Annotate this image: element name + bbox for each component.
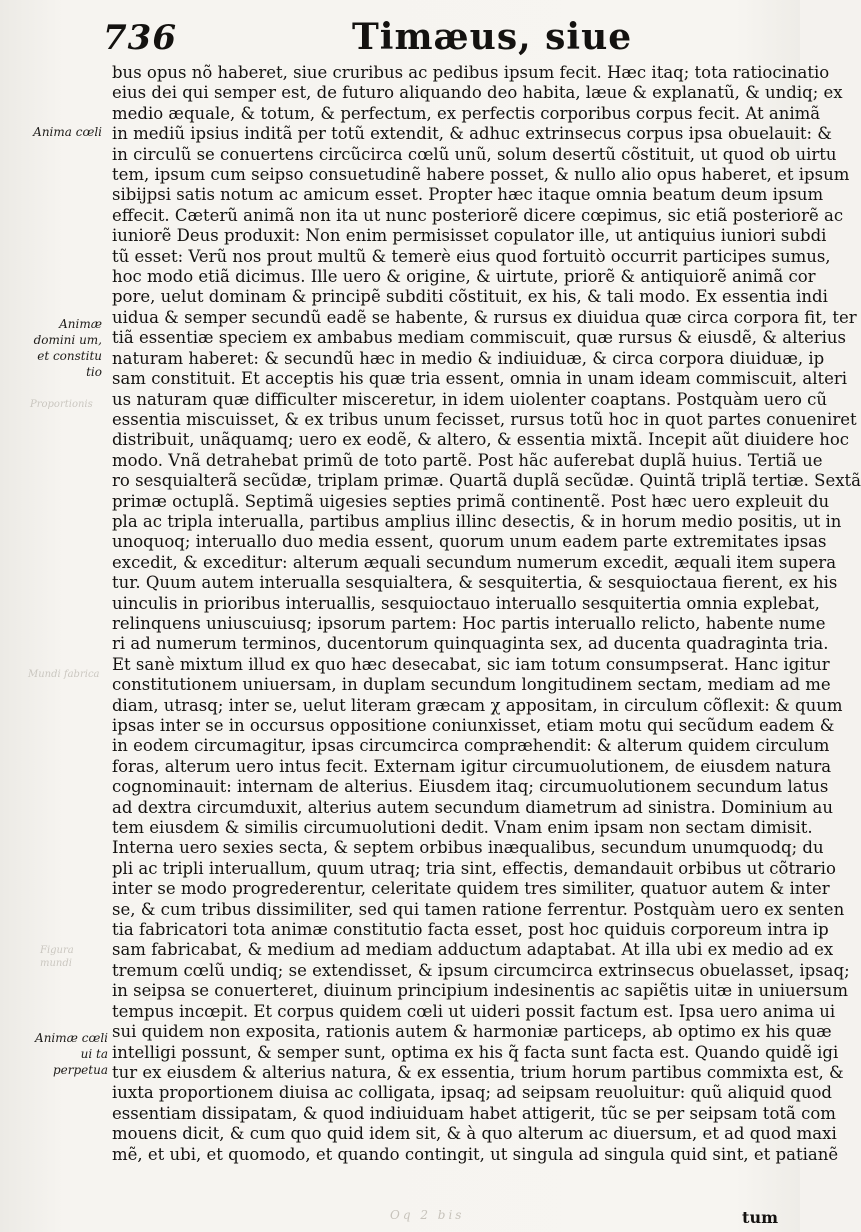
text-line: ad dextra circumduxit, alterius autem secundum diametrum ad sinistra. Dominium au (112, 797, 833, 817)
text-line: inter se modo progrederentur, celeritate quidem tres similiter, quatuor autem & inter (112, 879, 830, 899)
page-number: 736 (103, 18, 177, 58)
text-line: modo. Vnã detrahebat primũ de toto partẽ. Post hãc auferebat duplã huius. Tertiã ue (112, 450, 823, 470)
text-line: iuniorẽ Deus produxit: Non enim permisisset copulator ille, ut antiquius iuniori subdi (112, 226, 827, 246)
text-line: diam, utrasq; inter se, uelut literam græcam χ appositam, in circulum cõflexit: & quum (112, 695, 843, 715)
text-line: tem, ipsum cum seipso consuetudinẽ habere posset, & nullo alio opus haberet, et ipsum (112, 165, 850, 185)
text-line: sui quidem non exposita, rationis autem & harmoniæ particeps, ab optimo ex his quæ (112, 1022, 832, 1042)
running-head: Timæus, siue (352, 16, 633, 58)
text-line: bus opus nõ haberet, siue cruribus ac pedibus ipsum fecit. Hæc itaq; tota ratiocinatio (112, 63, 830, 82)
text-line: unoquoq; interuallo duo media essent, quorum unum eadem parte extremitates ipsas (112, 532, 827, 552)
catchword: tum (742, 1208, 778, 1227)
text-line: Interna uero sexies secta, & septem orbibus inæqualibus, secundum unumquodq; du (112, 838, 824, 858)
text-line: primæ octuplã. Septimã uigesies septies primã continentẽ. Post hæc uero expleuit du (112, 491, 830, 511)
text-line: mẽ, et ubi, et quomodo, et quando contingit, ut singula ad singula quid sint, et patianẽ (112, 1144, 839, 1164)
text-line: tia fabricatori tota animæ constitutio facta esset, post hoc quiduis corporeum intra ip (112, 920, 829, 940)
text-line: tremum cœlũ undiq; se extendisset, & ipsum circumcirca extrinsecus obuelasset, ipsaq; (112, 960, 850, 980)
text-line: tiã essentiæ speciem ex ambabus mediam commiscuit, quæ rursus & eiusdẽ, & alterius (112, 328, 847, 348)
bleed-through-note: Figura mundi (40, 945, 74, 969)
text-line: pla ac tripla interualla, partibus amplius illinc desectis, & in horum medio positis, ut in (112, 511, 842, 531)
text-line: hoc modo etiã dicimus. Ille uero & origine, & uirtute, priorẽ & antiquiorẽ animã cor (112, 267, 816, 287)
text-line: eius dei qui semper est, de futuro aliquando deo habita, læue & explanatũ, & undiq; ex (112, 83, 843, 103)
text-line: Et sanè mixtum illud ex quo hæc desecabat, sic iam totum consumpserat. Hanc igitur (112, 654, 830, 674)
text-line: naturam haberet: & secundũ hæc in medio & indiuiduæ, & circa corpora diuiduæ, ip (112, 348, 825, 368)
text-line: effecit. Cæterũ animã non ita ut nunc posteriorẽ dicere cœpimus, sic etiã posteriorẽ ac (112, 205, 844, 225)
text-line: foras, alterum uero intus fecit. Externam igitur circumuolutionem, de eiusdem natura (112, 756, 832, 776)
text-line: ro sesquialterã secũdæ, triplam primæ. Quartã duplã secũdæ. Quintã triplã tertiæ. Sextã (112, 471, 861, 491)
text-line: iuxta proportionem diuisa ac colligata, ipsaq; ad seipsam reuoluitur: quũ aliquid quod (112, 1083, 832, 1103)
text-line: uidua & semper secundũ eadẽ se habente, & rursus ex diuidua quæ circa corpora fit, ter (112, 307, 857, 327)
bleed-through-note: Mundi fabrica (28, 669, 100, 680)
text-line: ipsas inter se in occursus oppositione coniunxisset, etiam motu qui secũdum eadem & (112, 716, 835, 735)
text-line: tũ esset: Verũ nos prout multũ & temerè eius quod fortuitò occurrit participes sumus, (112, 246, 831, 266)
text-line: in mediũ ipsius inditã per totũ extendit, & adhuc extrinsecus corpus ipsa obuelauit: & (112, 124, 832, 144)
text-line: se, & cum tribus dissimiliter, sed qui tamen ratione ferrentur. Postquàm uero ex senten (112, 899, 845, 919)
text-line: relinquens uniuscuiusq; ipsorum partem: Hoc partis interuallo relicto, habente nume (112, 613, 826, 633)
text-line: medio æquale, & totum, & perfectum, ex perfectis corporibus corpus fecit. At animã (112, 103, 821, 123)
text-line: tur ex eiusdem & alterius natura, & ex essentia, trium horum partibus commixta est, & (112, 1062, 844, 1082)
text-line: sibijpsi satis notum ac amicum esset. Propter hæc itaque omnia beatum deum ipsum (112, 185, 824, 205)
text-line: us naturam quæ difficulter misceretur, in idem uiolenter coaptans. Postquàm uero cũ (112, 389, 828, 409)
text-line: in seipsa se conuerteret, diuinum principium indesinentis ac sapiẽtis uitæ in uniuersum (112, 981, 849, 1001)
bleed-through-note: Proportionis (30, 399, 93, 410)
bleed-through-signature: Oq 2 bis (390, 1208, 465, 1222)
text-line: tem eiusdem & similis circumuolutioni dedit. Vnam enim ipsam non sectam dimisit. (112, 818, 813, 838)
text-line: ri ad numerum terminos, ducentorum quinquaginta sex, ad ducenta quadraginta tria. (112, 634, 829, 654)
text-line: sam constituit. Et acceptis his quæ tria essent, omnia in unam ideam commiscuit, alteri (112, 369, 848, 389)
text-line: distribuit, unãquamq; uero ex eodẽ, & altero, & essentia mixtã. Incepit aũt diuidere hoc (112, 430, 850, 450)
text-line: pore, uelut dominam & principẽ subditi cõstituit, ex his, & tali modo. Ex essentia indi (112, 287, 828, 307)
text-line: sam fabricabat, & medium ad mediam adductum adaptabat. At illa ubi ex medio ad ex (112, 940, 834, 960)
body-text-column (112, 63, 861, 1165)
text-line: mouens dicit, & cum quo quid idem sit, & à quo alterum ac diuersum, et ad quod maxi (112, 1124, 837, 1144)
text-line: excedit, & exceditur: alterum æquali secundum numerum excedit, æquali item supera (112, 552, 837, 572)
text-line: in eodem circumagitur, ipsas circumcirca compræhendit: & alterum quidem circulum (112, 736, 830, 756)
text-line: essentia miscuisset, & ex tribus unum fecisset, rursus totũ hoc in quot partes conueniret (112, 409, 857, 429)
text-line: intelligi possunt, & semper sunt, optima ex his q̃ facta sunt facta est. Quando quidẽ igi (112, 1042, 839, 1062)
text-line: cognominauit: internam de alterius. Eiusdem itaq; circumuolutionem secundum latus (112, 777, 829, 797)
text-line: pli ac tripli interuallum, quum utraq; tria sint, effectis, demandauit orbibus ut cõtrario (112, 858, 836, 878)
text-line: constitutionem uniuersam, in duplam secundum longitudinem sectam, mediam ad me (112, 675, 831, 695)
margin-note-anima-coeli: Anima cœli (33, 125, 102, 139)
text-line: uinculis in prioribus interuallis, sesquioctauo interuallo sesquitertia omnia explebat, (112, 593, 820, 613)
text-line: essentiam dissipatam, & quod indiuiduam habet attigerit, tũc se per seipsam totã com (112, 1103, 836, 1123)
text-line: in circulũ se conuertens circũcirca cœlũ unũ, solum desertũ cõstituit, ut quod ob uirtu (112, 144, 837, 164)
text-line: tur. Quum autem interualla sesquialtera, & sesquitertia, & sesquioctaua fierent, ex his (112, 573, 838, 593)
margin-note-animae-dominium: Animæ domini um, et constitu tio (33, 317, 102, 379)
text-line: tempus incœpit. Et corpus quidem cœli ut uideri possit factum est. Ipsa uero anima ui (112, 1001, 836, 1021)
margin-note-animae-vita: Animæ cœli ui ta perpetua (35, 1031, 108, 1077)
